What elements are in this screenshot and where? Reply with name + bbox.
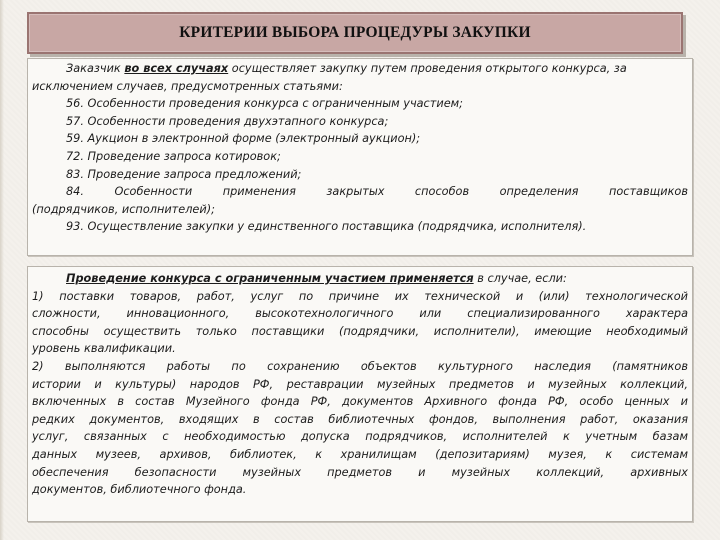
intro-text-rest: осуществляет закупку путем проведения открытого конкурса, за	[228, 62, 627, 75]
list-item: 59. Аукцион в электронной форме (электронный аукцион);	[66, 132, 421, 146]
title-bar	[27, 12, 683, 54]
body-line: обеспечения безопасности музейных предметов и музейных коллекций, архивных	[32, 465, 688, 479]
body-line: истории и культуры) народов РФ, реставрации музейных предметов и музейных коллекций,	[32, 377, 688, 391]
heading-emphasis: Проведение конкурса с ограниченным участием применяется	[66, 272, 474, 285]
intro-line-1	[32, 60, 688, 78]
criteria-panel	[27, 58, 693, 256]
body-line: включенных в состав Музейного фонда РФ, документов Архивного фонда РФ, особо ценных и	[32, 395, 688, 409]
left-edge-shadow	[0, 0, 4, 540]
body-line: 2) выполняются работы по сохранению объектов культурного наследия (памятников	[32, 359, 688, 373]
body-line: документов, библиотечного фонда.	[32, 483, 247, 497]
body-line: 1) поставки товаров, работ, услуг по причине их технической и (или) технологической	[32, 289, 688, 303]
body-line: сложности, инновационного, высокотехнологичного или специализированного характера	[32, 307, 688, 321]
intro-line-2: исключением случаев, предусмотренных статьями:	[32, 79, 343, 93]
intro-emphasis: во всех случаях	[124, 62, 229, 75]
list-item: 83. Проведение запроса предложений;	[66, 167, 302, 181]
heading-rest: в случае, если:	[473, 272, 567, 285]
body-line: уровень квалификации.	[32, 342, 176, 356]
list-item: 56. Особенности проведения конкурса с ограниченным участием;	[66, 97, 463, 111]
limited-tender-panel	[27, 266, 693, 522]
list-item-84-line-2: (подрядчиков, исполнителей);	[32, 202, 215, 216]
list-item: 72. Проведение запроса котировок;	[66, 149, 281, 163]
page-title: КРИТЕРИИ ВЫБОРА ПРОЦЕДУРЫ ЗАКУПКИ	[179, 24, 531, 41]
list-item-93: 93. Осуществление закупки у единственного поставщика (подрядчика, исполнителя).	[66, 220, 587, 234]
body-line: данных музеев, архивов, библиотек, к хранилищам (депозитариям) музея, к системам	[32, 447, 688, 461]
body-line: способны осуществить только поставщики (подрядчики, исполнители), имеющие необходимый	[32, 324, 688, 338]
list-item: 57. Особенности проведения двухэтапного конкурса;	[66, 114, 389, 128]
body-line: услуг, связанных с необходимостью допуска подрядчиков, исполнителей к учетным базам	[32, 430, 688, 444]
intro-text: Заказчик	[66, 62, 125, 75]
body-line: редких документов, входящих в состав библиотечных фондов, выполнения работ, оказания	[32, 412, 688, 426]
limited-tender-heading	[32, 270, 688, 288]
list-item-84-line-1: 84. Особенности применения закрытых способов определения поставщиков	[66, 185, 688, 199]
